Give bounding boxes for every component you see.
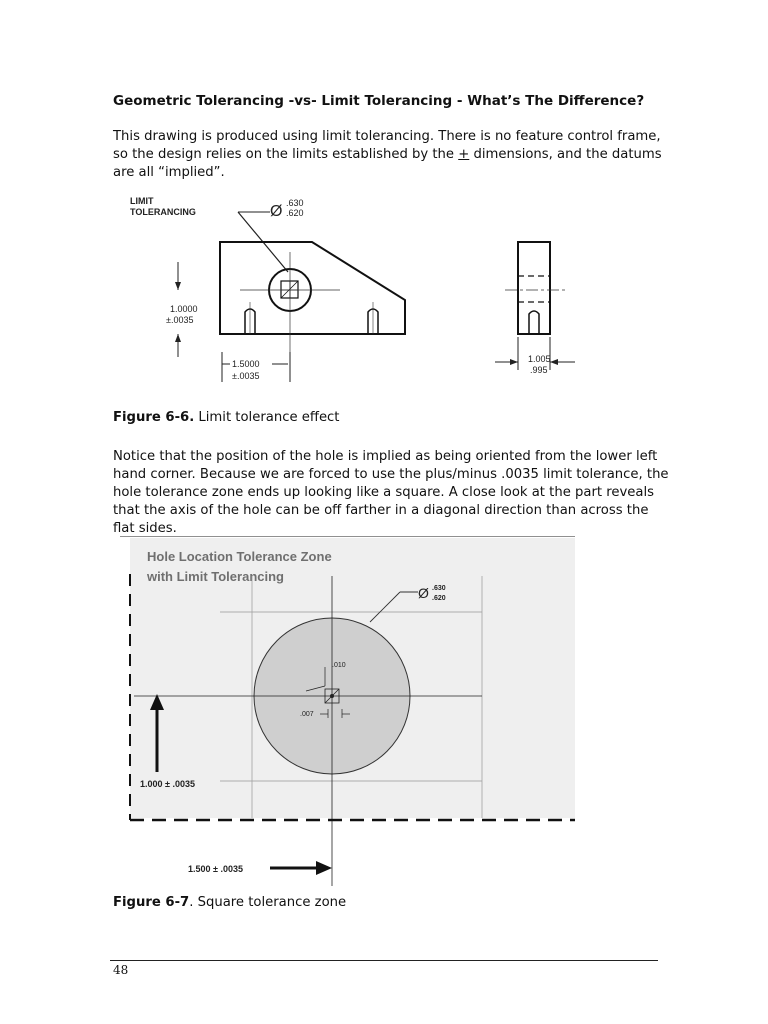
page-number: 48: [113, 963, 129, 977]
zone-title-line1: Hole Location Tolerance Zone: [147, 549, 332, 564]
dia-lower-limit: .620: [432, 595, 446, 602]
diagonal-value: .010: [332, 662, 346, 669]
width-lower-limit: .995: [530, 365, 548, 375]
vertical-dimension: 1.0000: [170, 304, 198, 314]
horizontal-tolerance: ±.0035: [232, 371, 260, 381]
drawing-label-line2: TOLERANCING: [130, 207, 196, 217]
vertical-tolerance: ±.0035: [166, 315, 194, 325]
diameter-symbol: Ø: [270, 203, 283, 220]
explanation-paragraph: Notice that the position of the hole is implied as being oriented from the lower left hand corner. Because we are forced to use the plus/minus .0035 limit tolerance, the hole tolerance zone ends up looking like a square. A close look at the part reveals that the axis of the hole can be off farther in a diagonal direction than across the flat sides.: [113, 449, 669, 536]
square-tolerance-zone-drawing: [120, 536, 580, 886]
section-heading: Geometric Tolerancing -vs- Limit Tolerancing - What’s The Difference?: [113, 93, 645, 109]
figure-6-7-caption: [113, 895, 346, 910]
intro-text-after: dimensions, and the datums are all “implied”.: [113, 147, 662, 180]
zone-title-line2: with Limit Tolerancing: [147, 569, 284, 584]
flat-value: .007: [300, 711, 314, 718]
intro-text-before: This drawing is produced using limit tolerancing. There is no feature control frame, so the design relies on the limits established by the: [113, 129, 661, 162]
horizontal-dimension: 1.5000: [232, 359, 260, 369]
vertical-dimension: 1.000 ± .0035: [140, 779, 195, 789]
figure-6-6-caption: [113, 410, 339, 425]
limit-tolerance-drawing: [120, 192, 640, 392]
horizontal-dimension: 1.500 ± .0035: [188, 864, 243, 874]
figure-6-7-text: . Square tolerance zone: [189, 895, 347, 910]
plus-minus-symbol: +: [458, 147, 470, 162]
side-view-outline: [518, 242, 550, 334]
footer-divider: [110, 960, 658, 961]
figure-6-6-text: Limit tolerance effect: [194, 410, 340, 425]
drawing-label-line1: LIMIT: [130, 196, 154, 206]
figure-6-6-label: Figure 6-6.: [113, 410, 195, 425]
hole-upper-limit: .630: [286, 198, 304, 208]
hole-lower-limit: .620: [286, 208, 304, 218]
dia-symbol: Ø: [418, 585, 429, 601]
figure-6-7-label: Figure 6-7: [113, 895, 190, 910]
width-upper-limit: 1.005: [528, 354, 551, 364]
dia-upper-limit: .630: [432, 585, 446, 592]
intro-paragraph: [113, 128, 673, 182]
